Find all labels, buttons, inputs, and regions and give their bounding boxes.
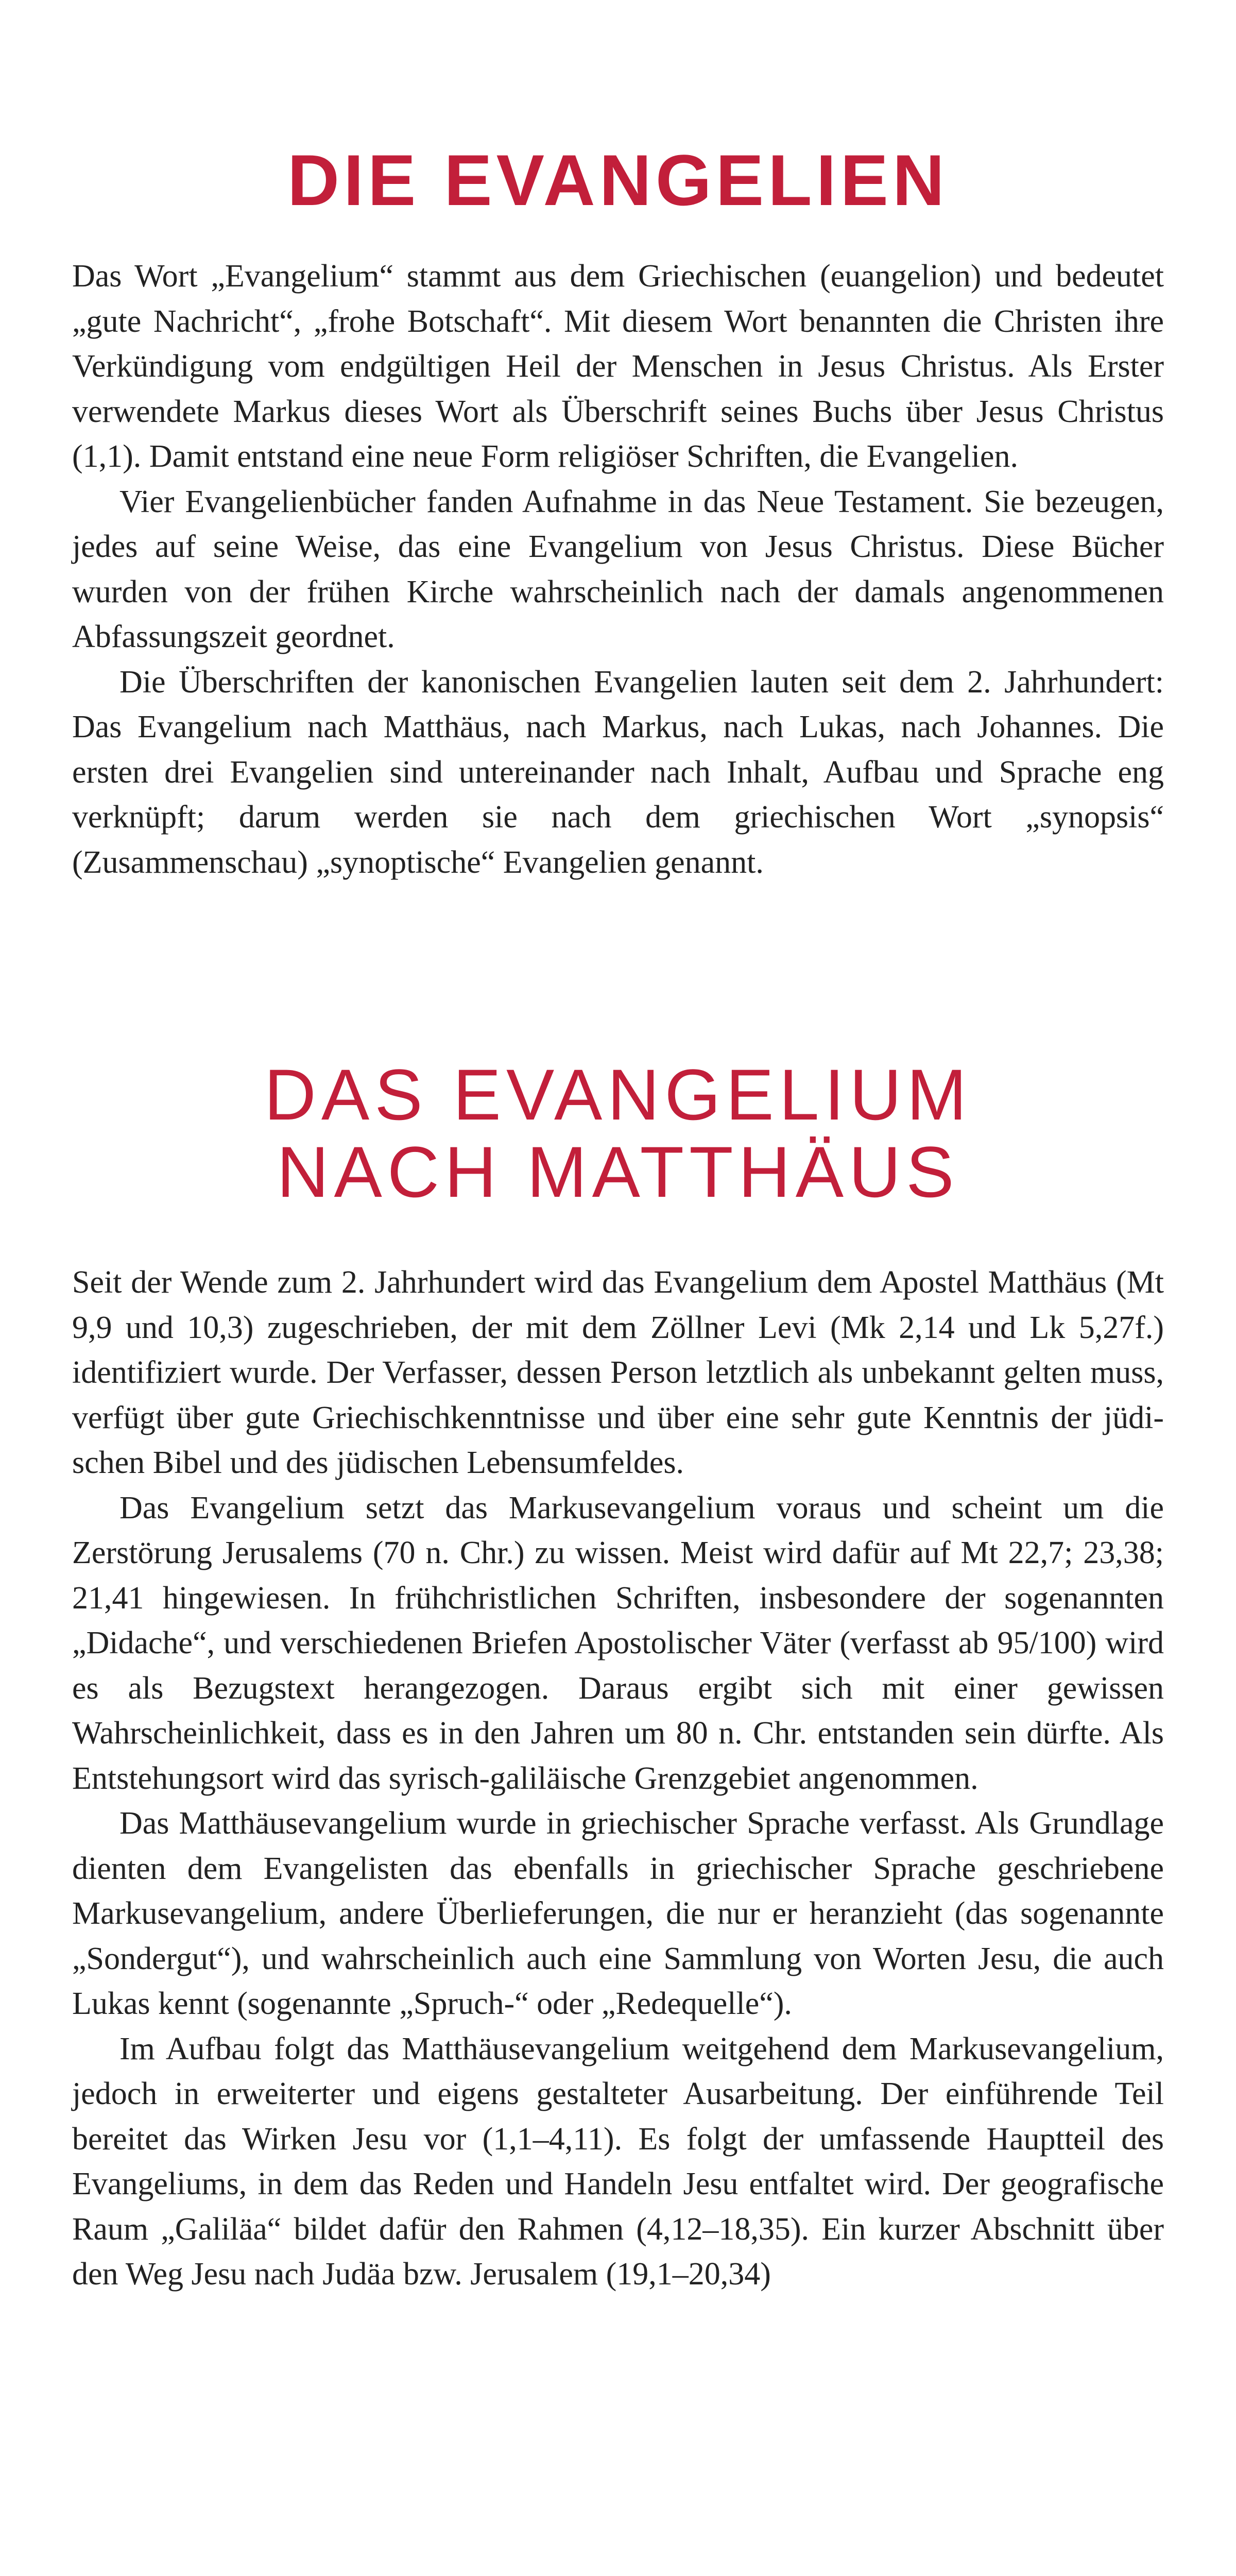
- paragraph: Die Überschriften der kanonischen Evangelien lauten seit dem 2. Jahrhundert: Das Evangelium nach Matthäus, nach Markus, nach Lukas, nach Johannes. Die ersten drei Evangelien sind untereinander nach Inhalt, Aufbau und Sprache eng verknüpft; darum werden sie nach dem griechischen Wort „synopsis“ (Zusammenschau) „synoptische“ Evangelien genannt.: [72, 664, 1164, 880]
- paragraph: Seit der Wende zum 2. Jahrhundert wird das Evangelium dem Apostel Matthäus (Mt 9,9 und 10,3) zugeschrieben, der mit dem Zöllner Levi (Mk 2,14 und Lk 5,27f.) identifiziert wurde. Der Verfasser, dessen Person letztlich als unbekannt gelten muss, verfügt über gute Griechischkenntnisse und über eine sehr gute Kenntnis der jüdischen Bibel und des jüdischen Lebensumfeldes.: [72, 1265, 1164, 1480]
- paragraph: Das Wort „Evangelium“ stammt aus dem Griechischen (euangelion) und bedeutet „gute Nachricht“, „frohe Botschaft“. Mit diesem Wort benannten die Christen ihre Verkündigung vom endgültigen Heil der Menschen in Jesus Christus. Als Erster verwendete Markus dieses Wort als Überschrift seines Buchs über Jesus Christus (1,1). Damit entstand eine neue Form religiöser Schriften, die Evangelien.: [72, 259, 1164, 474]
- section-title-das-evangelium: DAS EVANGELIUM: [264, 1054, 972, 1135]
- section-matthaeus-body: [72, 1260, 1164, 2297]
- section-title-nach-matthaeus: NACH MATTHÄUS: [277, 1131, 959, 1212]
- section-title-die-evangelien: DIE EVANGELIEN: [287, 140, 949, 221]
- section-die-evangelien-body: [72, 254, 1164, 885]
- paragraph: Das Evangelium setzt das Markusevangelium voraus und scheint um die Zerstörung Jerusalems (70 n. Chr.) zu wissen. Meist wird dafür auf Mt 22,7; 23,38; 21,41 hingewiesen. In frühchristlichen Schriften, insbesondere der sogenannten „Didache“, und verschiedenen Briefen Apostolischer Väter (verfasst ab 95/100) wird es als Bezugstext herangezogen. Daraus ergibt sich mit einer gewissen Wahrscheinlichkeit, dass es in den Jahren um 80 n. Chr. entstanden sein dürfte. Als Entstehungsort wird das syrisch-galiläische Grenzgebiet angenommen.: [72, 1490, 1164, 1796]
- paragraph: Vier Evangelienbücher fanden Aufnahme in das Neue Testament. Sie bezeugen, jedes auf seine Weise, das eine Evangelium von Jesus Christus. Diese Bücher wurden von der frühen Kirche wahrscheinlich nach der damals angenommenen Abfassungszeit geordnet.: [72, 484, 1164, 654]
- paragraph: Im Aufbau folgt das Matthäusevangelium weitgehend dem Markusevangelium, jedoch in erweiterter und eigens gestalteter Ausarbeitung. Der einführende Teil bereitet das Wirken Jesu vor (1,1–4,11). Es folgt der umfassende Hauptteil des Evangeliums, in dem das Reden und Handeln Jesu entfaltet wird. Der geografische Raum „Galiläa“ bildet dafür den Rahmen (4,12–18,35). Ein kurzer Abschnitt über den Weg Jesu nach Judäa bzw. Jerusalem (19,1–20,34): [72, 2031, 1164, 2292]
- paragraph: Das Matthäusevangelium wurde in griechischer Sprache verfasst. Als Grundlage dienten dem Evangelisten das ebenfalls in griechischer Sprache geschriebene Markusevangelium, andere Überlieferungen, die nur er heranzieht (das sogenannte „Sondergut“), und wahrscheinlich auch eine Sammlung von Worten Jesu, die auch Lukas kennt (sogenannte „Spruch-“ oder „Redequelle“).: [72, 1806, 1164, 2021]
